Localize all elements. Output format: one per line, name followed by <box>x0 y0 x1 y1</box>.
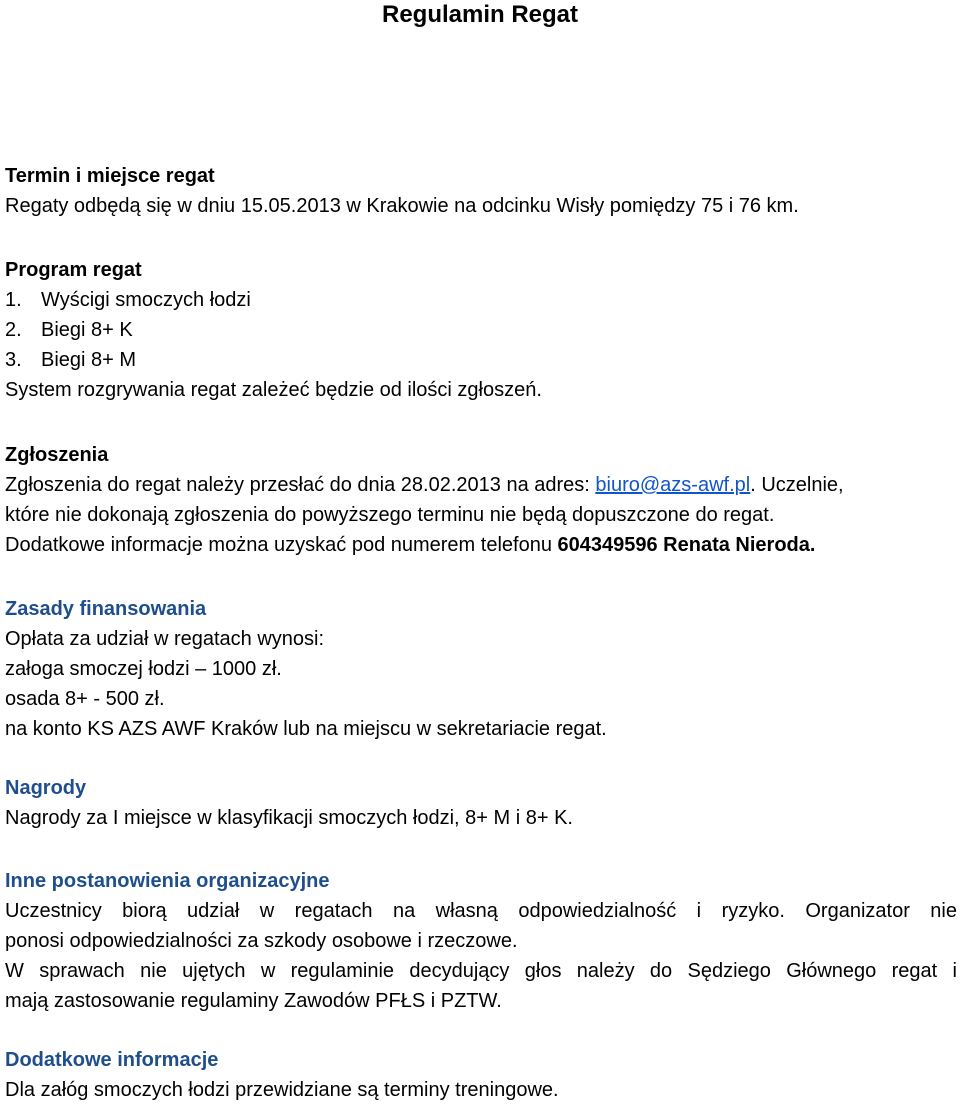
list-item-label: Biegi 8+ K <box>41 319 133 341</box>
zgloszenia-line-1-text: Zgłoszenia do regat należy przesłać do dnia 28.02.2013 na adres: <box>5 474 596 496</box>
termin-text: Regaty odbędą się w dniu 15.05.2013 w Krakowie na odcinku Wisły pomiędzy 75 i 76 km. <box>5 195 799 217</box>
finanse-line: załoga smoczej łodzi – 1000 zł. <box>5 658 282 680</box>
inne-p1-line-1: Uczestnicy biorą udział w regatach na własną odpowiedzialność i ryzyko. Organizator nie <box>5 900 957 922</box>
section-dodatkowe <box>5 1045 957 1105</box>
inne-p1-line-2: ponosi odpowiedzialności za szkody osobowe i rzeczowe. <box>5 930 518 952</box>
finanse-line: osada 8+ - 500 zł. <box>5 688 165 710</box>
list-item-number: 1. <box>5 289 22 311</box>
finanse-line: Opłata za udział w regatach wynosi: <box>5 628 325 650</box>
list-item-number: 2. <box>5 319 22 341</box>
dodatkowe-text: Dla załóg smoczych łodzi przewidziane są terminy treningowe. <box>5 1079 559 1101</box>
zgloszenia-line-3-text: Dodatkowe informacje można uzyskać pod numerem telefonu <box>5 534 558 556</box>
list-item-number: 3. <box>5 349 22 371</box>
inne-p2-line-2: mają zastosowanie regulaminy Zawodów PFŁS i PZTW. <box>5 990 502 1012</box>
list-item <box>5 345 957 375</box>
section-inne <box>5 866 957 1016</box>
section-nagrody <box>5 773 957 833</box>
section-finanse <box>5 594 957 744</box>
section-heading-zgloszenia: Zgłoszenia <box>5 444 109 466</box>
list-item <box>5 315 957 345</box>
email-link[interactable]: biuro@azs-awf.pl <box>595 474 751 496</box>
section-program <box>5 255 957 405</box>
section-heading-termin: Termin i miejsce regat <box>5 165 215 187</box>
list-item-label: Wyścigi smoczych łodzi <box>41 289 251 311</box>
section-heading-inne: Inne postanowienia organizacyjne <box>5 870 330 892</box>
list-item-label: Biegi 8+ M <box>41 349 137 371</box>
section-heading-finanse: Zasady finansowania <box>5 598 207 620</box>
page-title: Regulamin Regat <box>381 1 579 28</box>
program-note: System rozgrywania regat zależeć będzie od ilości zgłoszeń. <box>5 379 542 401</box>
zgloszenia-line-1 <box>5 470 957 500</box>
finanse-line: na konto KS AZS AWF Kraków lub na miejscu w sekretariacie regat. <box>5 718 607 740</box>
nagrody-text: Nagrody za I miejsce w klasyfikacji smoczych łodzi, 8+ M i 8+ K. <box>5 807 573 829</box>
list-item <box>5 285 957 315</box>
contact-phone: 604349596 Renata Nieroda. <box>557 534 816 556</box>
zgloszenia-line-1-end: . Uczelnie, <box>750 474 844 496</box>
zgloszenia-line-3 <box>5 530 957 560</box>
section-heading-nagrody: Nagrody <box>5 777 87 799</box>
section-heading-dodatkowe: Dodatkowe informacje <box>5 1049 219 1071</box>
zgloszenia-line-2: które nie dokonają zgłoszenia do powyższego terminu nie będą dopuszczone do regat. <box>5 504 775 526</box>
section-termin <box>5 161 957 221</box>
section-zgloszenia <box>5 440 957 560</box>
inne-p2-line-1: W sprawach nie ujętych w regulaminie decydujący głos należy do Sędziego Głównego regat i <box>5 960 957 982</box>
section-heading-program: Program regat <box>5 259 142 281</box>
